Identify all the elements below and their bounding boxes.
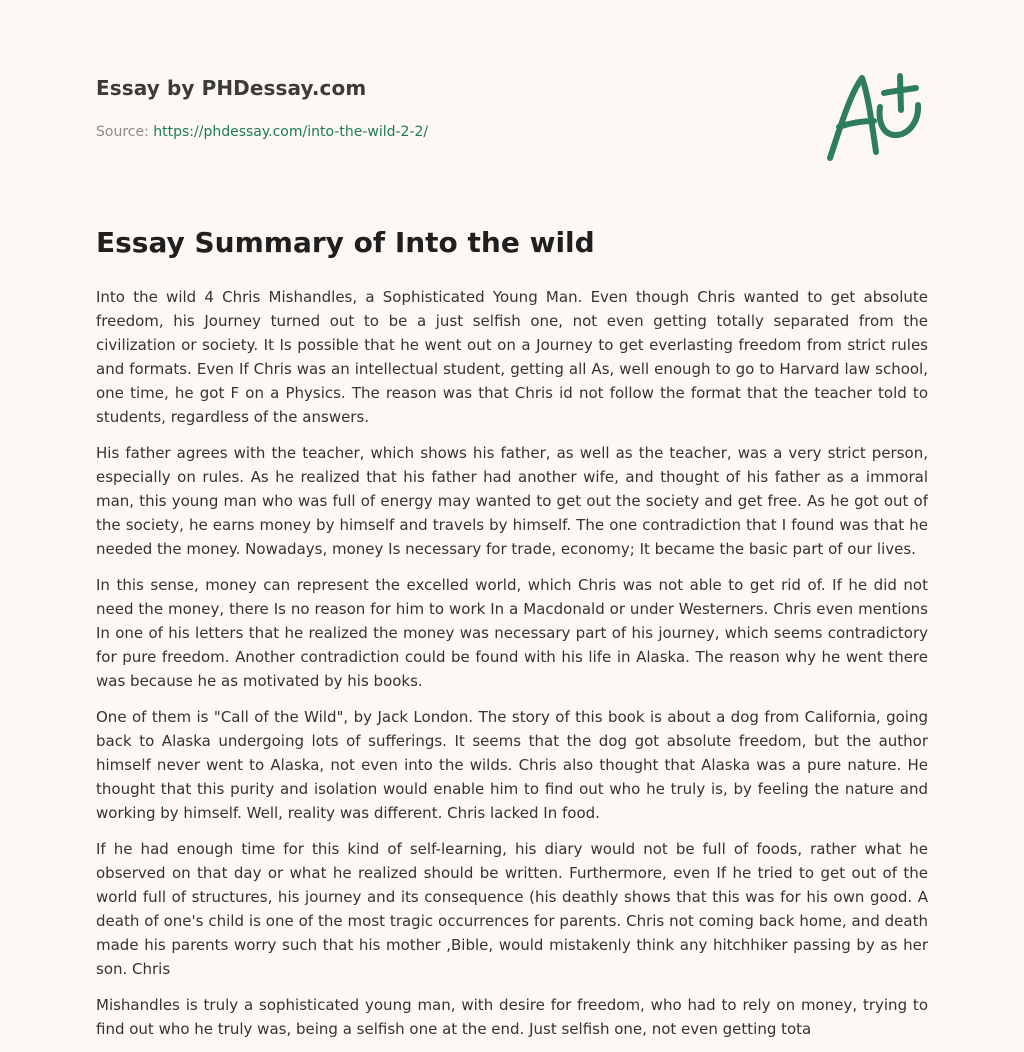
essay-paragraph: His father agrees with the teacher, which shows his father, as well as the teacher, was a very strict person, especially on rules. As he realized that his father had another wife, and thought of his father as a immoral man, this young man who was full of energy may wanted to get out the society and get free. As he got out of the society, he earns money by himself and travels by himself. The one contradiction that I found was that he needed the money. Nowadays, money Is necessary for trade, economy; It became the basic part of our lives. xyxy=(96,444,928,558)
a-plus-logo-icon xyxy=(822,66,932,166)
essay-paragraph: One of them is "Call of the Wild", by Jack London. The story of this book is about a dog from California, going back to Alaska undergoing lots of sufferings. It seems that the dog got absolute freedom, but the author himself never went to Alaska, not even into the wilds. Chris also thought that Alaska was a pure nature. He thought that this purity and isolation would enable him to find out who he truly is, by feeling the nature and working by himself. Well, reality was different. Chris lacked In food. xyxy=(96,708,928,822)
essay-paragraph: Mishandles is truly a sophisticated young man, with desire for freedom, who had to rely on money, trying to find out who he truly was, being a selfish one at the end. Just selfish one, not even getting tota xyxy=(96,996,928,1038)
source-label: Source: xyxy=(96,124,149,140)
essay-paragraph: Into the wild 4 Chris Mishandles, a Sophisticated Young Man. Even though Chris wanted to get absolute freedom, his Journey turned out to be a just selfish one, not even getting totally separated from the civilization or society. It Is possible that he went out on a Journey to get everlasting freedom from strict rules and formats. Even If Chris was an intellectual student, getting all As, well enough to go to Harvard law school, one time, he got F on a Physics. The reason was that Chris id not follow the format that the teacher told to students, regardless of the answers. xyxy=(96,288,928,426)
source-line xyxy=(96,124,428,140)
essay-title: Essay Summary of Into the wild xyxy=(96,226,595,259)
essay-page xyxy=(96,0,928,1052)
essay-paragraph: If he had enough time for this kind of self-learning, his diary would not be full of foods, rather what he observed on that day or what he realized should be written. Furthermore, even If he tried to get out of the world full of structures, his journey and its consequence (his deathly shows that this was for his own good. A death of one's child is one of the most tragic occurrences for parents. Chris not coming back home, and death made his parents worry such that his mother ,Bible, would mistakenly think any hitchhiker passing by as her son. Chris xyxy=(96,840,928,978)
essay-content xyxy=(96,285,928,1052)
essay-paragraph: In this sense, money can represent the excelled world, which Chris was not able to get rid of. If he did not need the money, there Is no reason for him to work In a Macdonald or under Westerners. Chris even mentions In one of his letters that he realized the money was necessary part of his journey, which seems contradictory for pure freedom. Another contradiction could be found with his life in Alaska. The reason why he went there was because he as motivated by his books. xyxy=(96,576,928,690)
site-title: Essay by PHDessay.com xyxy=(96,76,367,100)
source-link[interactable]: https://phdessay.com/into-the-wild-2-2/ xyxy=(153,124,429,140)
